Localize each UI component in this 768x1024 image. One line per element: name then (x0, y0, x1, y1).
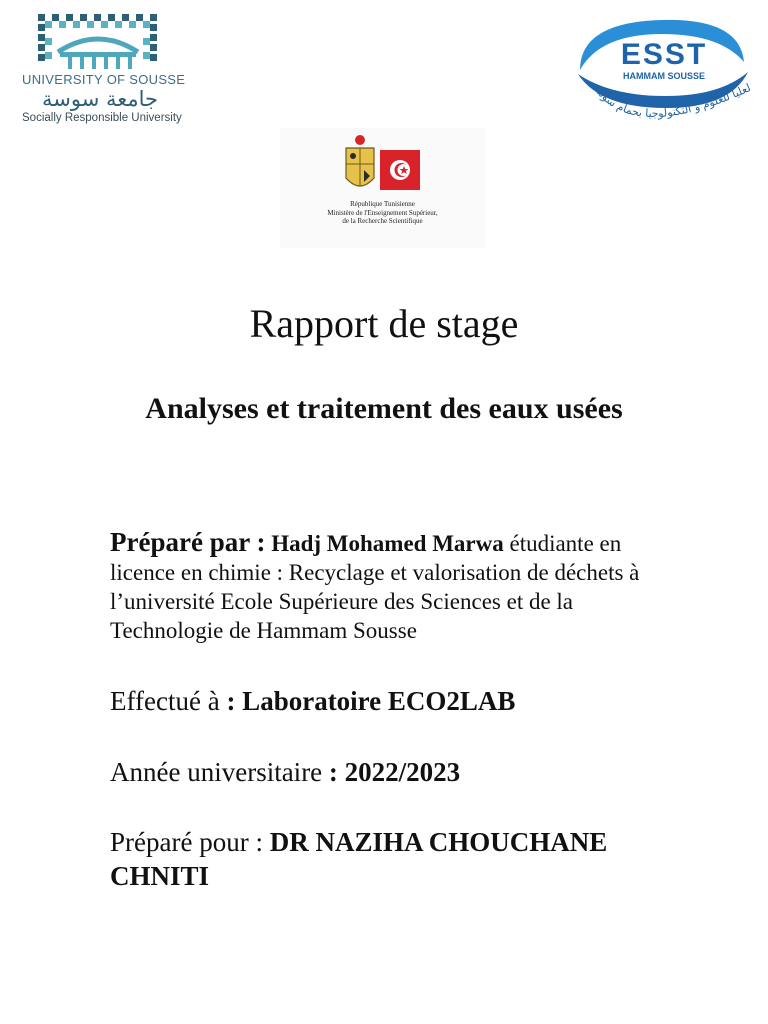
prepared-by-label: Préparé par : (110, 527, 266, 557)
report-title: Rapport de stage (249, 301, 519, 346)
ministry-line-1: République Tunisienne (350, 200, 415, 208)
report-subtitle: Analyses et traitement des eaux usées (145, 392, 623, 425)
supervisor-section (110, 825, 670, 893)
ministry-line-2: Ministère de l'Enseignement Supérieur, (327, 208, 438, 217)
esst-subtitle: HAMMAM SOUSSE (622, 71, 706, 81)
tunisia-flag-icon (380, 150, 420, 190)
prepared-for-label: Préparé pour : (110, 827, 263, 857)
done-at-label: Effectué à (110, 686, 220, 716)
ministry-header (280, 128, 485, 248)
student-description: étudiante en licence en chimie : Recyclage et valorisation de déchets à l’université Ecole Supérieure des Sciences et de la Technologie de Hammam Sousse (110, 531, 640, 643)
done-at-value: : Laboratoire ECO2LAB (226, 686, 516, 716)
esst-arabic-name: لعليا للعلوم و التكنولوجيا بحمام سوسة (589, 80, 753, 121)
esst-logo (570, 12, 758, 148)
ministry-line-3: de la Recherche Scientifique (342, 217, 423, 225)
university-of-sousse-logo (22, 14, 186, 126)
university-name-arabic: جامعة سوسة (42, 87, 158, 111)
prepared-by-section (110, 528, 670, 645)
university-tagline: Socially Responsible University (22, 112, 182, 124)
university-name: UNIVERSITY OF SOUSSE (22, 72, 186, 87)
academic-year (110, 755, 670, 789)
esst-acronym: ESST (620, 38, 708, 71)
internship-location (110, 684, 670, 718)
tunisia-coat-of-arms-icon (346, 135, 374, 186)
supervisor-name: DR NAZIHA CHOUCHANE CHNITI (110, 827, 608, 891)
academic-year-value: : 2022/2023 (328, 757, 461, 787)
student-name: Hadj Mohamed Marwa (271, 531, 504, 556)
university-building-icon (22, 14, 178, 72)
esst-emblem-icon (570, 12, 758, 148)
academic-year-label: Année universitaire (110, 757, 323, 787)
